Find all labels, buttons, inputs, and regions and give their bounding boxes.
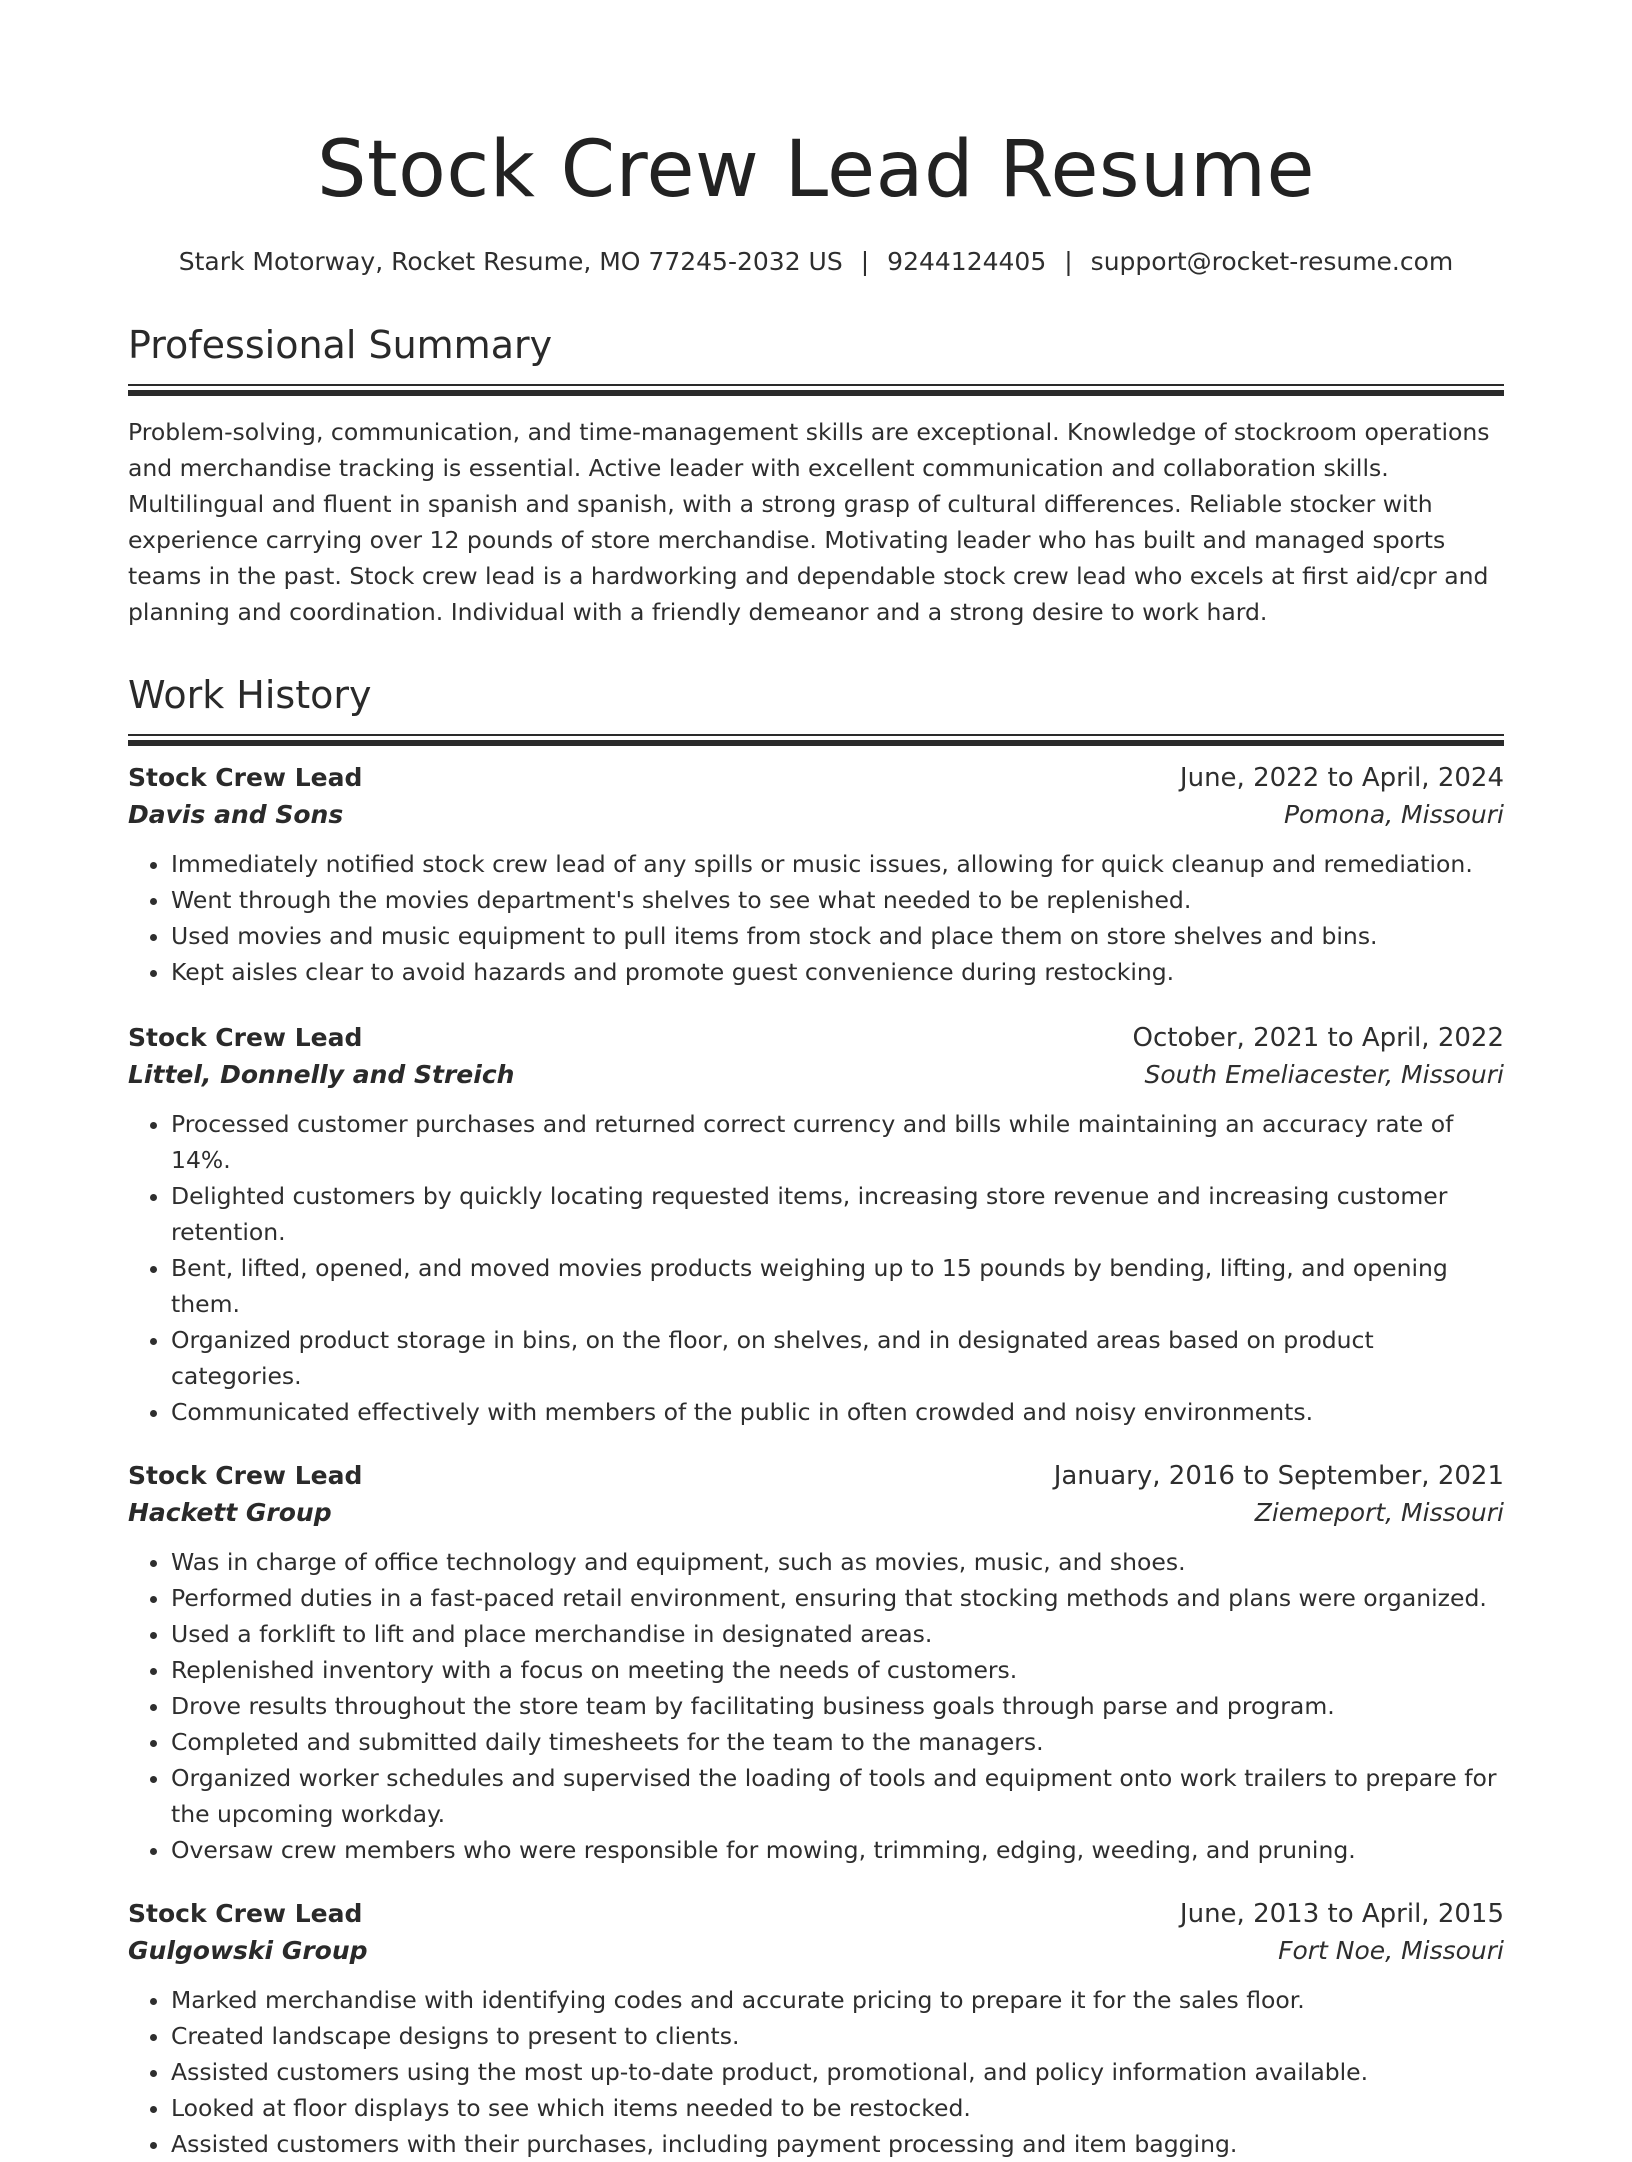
summary-text: Problem-solving, communication, and time-management skills are exceptional. Knowledge of stockroom operations and merchandise tracking is essential. Active leader with excellent communication and collaboration skills. Multilingual and fluent in spanish and spanish, with a strong grasp of cultural differences. Reliable stocker with experience carrying over 12 pounds of store merchandise. Motivating leader who has built and managed sports teams in the past. Stock crew lead is a hardworking and dependable stock crew lead who excels at first aid/cpr and planning and coordination. Individual with a friendly demeanor and a strong desire to work hard. [128, 418, 1490, 626]
job-company: Hackett Group [128, 1498, 332, 1527]
job-location: Ziemeport, Missouri [1254, 1498, 1504, 1527]
job-title-row [128, 1020, 1504, 1056]
job-bullet: • Immediately notified stock crew lead of any spills or music issues, allowing for quick cleanup and remediation. [171, 846, 1504, 882]
job-entry [128, 760, 1504, 990]
job-bullet: • Assisted customers using the most up-to-date product, promotional, and policy information available. [171, 2054, 1504, 2090]
job-company-row [128, 1932, 1504, 1970]
job-bullet: • Organized worker schedules and supervised the loading of tools and equipment onto work trailers to prepare for the upcoming workday. [171, 1760, 1504, 1832]
job-dates: October, 2021 to April, 2022 [1132, 1023, 1504, 1053]
job-bullet: • Looked at floor displays to see which items needed to be restocked. [171, 2090, 1504, 2126]
job-title-row [128, 760, 1504, 796]
job-company-row [128, 1056, 1504, 1094]
job-bullet: • Completed and submitted daily timesheets for the team to the managers. [171, 1724, 1504, 1760]
job-bullet: • Went through the movies department's shelves to see what needed to be replenished. [171, 882, 1504, 918]
job-bullet: • Replenished inventory with a focus on meeting the needs of customers. [171, 1652, 1504, 1688]
job-company: Davis and Sons [128, 800, 344, 829]
job-bullets [128, 1106, 1504, 1430]
job-title: Stock Crew Lead [128, 1461, 363, 1490]
contact-phone: 9244124405 [887, 247, 1047, 276]
section-rule-thick [128, 740, 1504, 746]
contact-separator: | [860, 247, 870, 276]
job-title: Stock Crew Lead [128, 1023, 363, 1052]
job-bullet: • Assisted customers with their purchases, including payment processing and item bagging. [171, 2126, 1504, 2162]
job-bullet: • Communicated effectively with members of the public in often crowded and noisy environments. [171, 1394, 1504, 1430]
job-bullet: • Delighted customers by quickly locating requested items, increasing store revenue and increasing customer retention. [171, 1178, 1504, 1250]
contact-line [128, 244, 1504, 280]
contact-address: Stark Motorway, Rocket Resume, MO 77245-2032 US [178, 247, 843, 276]
job-location: South Emeliacester, Missouri [1144, 1060, 1504, 1089]
job-dates: January, 2016 to September, 2021 [1053, 1461, 1504, 1491]
job-title-row [128, 1458, 1504, 1494]
job-bullets [128, 846, 1504, 990]
section-heading-summary: Professional Summary [128, 323, 553, 367]
contact-email: support@rocket-resume.com [1090, 247, 1454, 276]
job-entry [128, 1458, 1504, 1868]
job-bullet: • Organized product storage in bins, on the floor, on shelves, and in designated areas based on product categories. [171, 1322, 1504, 1394]
section-heading-work: Work History [128, 673, 372, 717]
job-location: Fort Noe, Missouri [1278, 1936, 1504, 1965]
job-entry [128, 1896, 1504, 2162]
job-dates: June, 2022 to April, 2024 [1179, 763, 1504, 793]
job-bullet: • Was in charge of office technology and equipment, such as movies, music, and shoes. [171, 1544, 1504, 1580]
job-company: Gulgowski Group [128, 1936, 368, 1965]
job-company-row [128, 796, 1504, 834]
job-bullet: • Drove results throughout the store team by facilitating business goals through parse and program. [171, 1688, 1504, 1724]
job-bullet: • Marked merchandise with identifying codes and accurate pricing to prepare it for the sales floor. [171, 1982, 1504, 2018]
resume-title: Stock Crew Lead Resume [317, 125, 1315, 215]
job-title: Stock Crew Lead [128, 763, 363, 792]
job-bullet: • Bent, lifted, opened, and moved movies products weighing up to 15 pounds by bending, lifting, and opening them. [171, 1250, 1504, 1322]
job-title-row [128, 1896, 1504, 1932]
job-bullet: • Used a forklift to lift and place merchandise in designated areas. [171, 1616, 1504, 1652]
section-rule [128, 734, 1504, 736]
job-bullets [128, 1544, 1504, 1868]
job-company-row [128, 1494, 1504, 1532]
job-bullet: • Kept aisles clear to avoid hazards and promote guest convenience during restocking. [171, 954, 1504, 990]
job-location: Pomona, Missouri [1283, 800, 1504, 829]
job-dates: June, 2013 to April, 2015 [1179, 1899, 1504, 1929]
job-bullet: • Performed duties in a fast-paced retail environment, ensuring that stocking methods and plans were organized. [171, 1580, 1504, 1616]
job-bullet: • Oversaw crew members who were responsible for mowing, trimming, edging, weeding, and pruning. [171, 1832, 1504, 1868]
job-bullets [128, 1982, 1504, 2162]
job-bullet: • Processed customer purchases and returned correct currency and bills while maintaining an accuracy rate of 14%. [171, 1106, 1504, 1178]
job-entry [128, 1020, 1504, 1430]
job-company: Littel, Donnelly and Streich [128, 1060, 515, 1089]
work-history-list [128, 760, 1504, 2162]
section-rule [128, 384, 1504, 386]
job-bullet: • Created landscape designs to present to clients. [171, 2018, 1504, 2054]
job-bullet: • Used movies and music equipment to pull items from stock and place them on store shelves and bins. [171, 918, 1504, 954]
contact-separator: | [1064, 247, 1073, 276]
section-rule-thick [128, 390, 1504, 396]
job-title: Stock Crew Lead [128, 1899, 363, 1928]
